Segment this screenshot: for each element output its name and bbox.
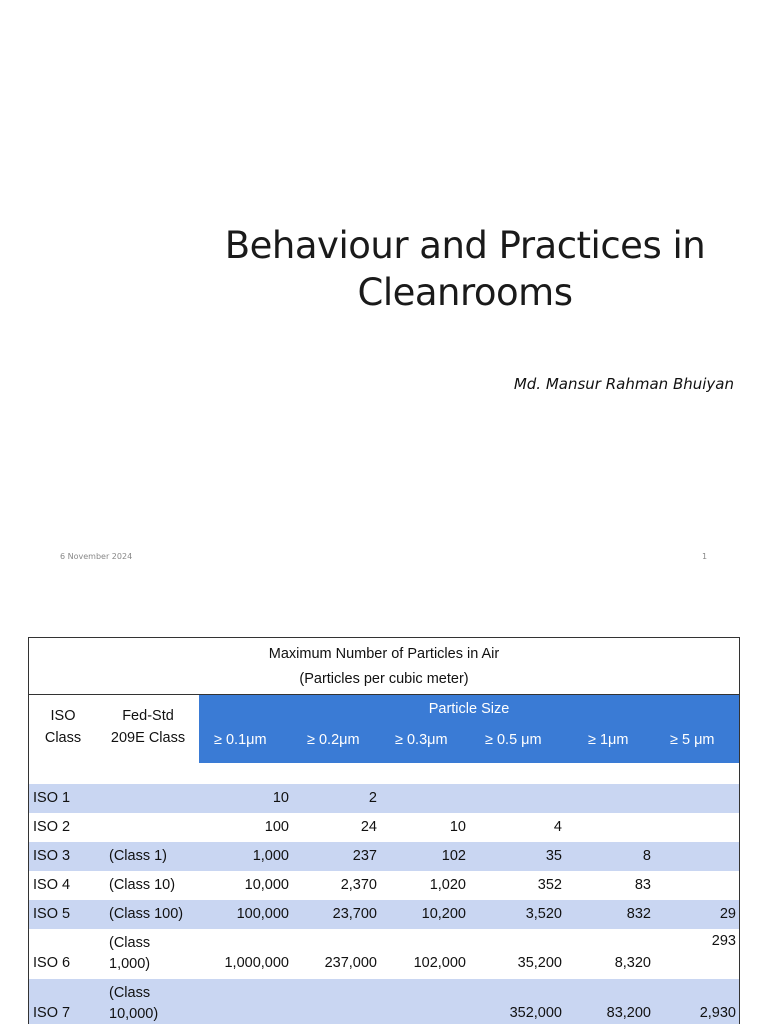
value-cell: 352: [537, 877, 562, 893]
value-cell: 2,930: [699, 1005, 736, 1021]
iso-class-cell: ISO 6: [33, 955, 71, 971]
particle-table: [28, 637, 740, 1024]
value-cell: 83: [634, 877, 651, 893]
value-cell: 35,200: [517, 955, 562, 971]
fed-class-cell: [109, 983, 158, 1024]
value-cell: 10: [449, 819, 466, 835]
table-row: [29, 871, 739, 900]
fed-class-cell: (Class 10): [109, 877, 176, 893]
value-cell: 237,000: [324, 955, 377, 971]
iso-class-cell: ISO 4: [33, 877, 71, 893]
slide-title-line1: Behaviour and Practices in: [224, 224, 706, 267]
value-cell: 10,200: [421, 906, 466, 922]
size-header-0.5: ≥ 0.5 μm: [485, 732, 542, 748]
fed-class-cell: [109, 933, 150, 975]
value-cell: 8: [642, 848, 651, 864]
value-cell: 2: [368, 790, 377, 806]
slide-title: [180, 222, 750, 316]
table-row: [29, 900, 739, 929]
iso-class-cell: ISO 1: [33, 790, 71, 806]
slide-page-number: 1: [702, 552, 708, 561]
fed-class-cell: (Class 100): [109, 906, 184, 922]
iso-header-line2: Class: [44, 730, 82, 746]
value-cell: 83,200: [606, 1005, 651, 1021]
slide-date: 6 November 2024: [60, 552, 133, 561]
value-cell: 24: [360, 819, 377, 835]
size-header-5: ≥ 5 μm: [670, 732, 715, 748]
fed-class-line2: 10,000): [109, 1006, 159, 1022]
iso-class-cell: ISO 7: [33, 1005, 71, 1021]
value-cell: 29: [719, 906, 736, 922]
iso-class-header: [29, 695, 97, 763]
table-row: [29, 979, 739, 1024]
iso-class-cell: ISO 5: [33, 906, 71, 922]
table-body: [29, 784, 739, 1024]
fed-std-header: [97, 695, 199, 763]
particle-size-header: [199, 695, 739, 763]
size-header-0.3: ≥ 0.3μm: [395, 732, 448, 748]
value-cell: 237: [352, 848, 377, 864]
fed-header-line1: Fed-Std: [122, 708, 174, 724]
table-header: [29, 695, 739, 763]
value-cell: 293: [711, 933, 736, 949]
value-cell: 102,000: [413, 955, 466, 971]
size-header-1: ≥ 1μm: [588, 732, 629, 748]
iso-class-cell: ISO 2: [33, 819, 71, 835]
iso-class-cell: ISO 3: [33, 848, 71, 864]
value-cell: 102: [441, 848, 466, 864]
value-cell: 2,370: [340, 877, 377, 893]
value-cell: 1,020: [429, 877, 466, 893]
slide-title-line2: Cleanrooms: [357, 271, 573, 314]
value-cell: 23,700: [332, 906, 377, 922]
value-cell: 4: [553, 819, 562, 835]
fed-class-line1: (Class: [109, 985, 151, 1001]
value-cell: 832: [626, 906, 651, 922]
value-cell: 352,000: [509, 1005, 562, 1021]
value-cell: 1,000,000: [224, 955, 289, 971]
table-caption: [29, 638, 739, 695]
size-header-0.1: ≥ 0.1μm: [214, 732, 267, 748]
table-row: [29, 842, 739, 871]
fed-class-line2: 1,000): [109, 956, 151, 972]
iso-header-line1: ISO: [50, 708, 76, 724]
table-row: [29, 929, 739, 979]
fed-header-line2: 209E Class: [110, 730, 186, 746]
value-cell: 1,000: [252, 848, 289, 864]
value-cell: 10,000: [244, 877, 289, 893]
value-cell: 100: [264, 819, 289, 835]
value-cell: 3,520: [525, 906, 562, 922]
value-cell: 8,320: [614, 955, 651, 971]
particle-size-label: Particle Size: [428, 701, 510, 717]
table-row: [29, 784, 739, 813]
author: Md. Mansur Rahman Bhuiyan: [513, 375, 734, 393]
fed-class-cell: (Class 1): [109, 848, 168, 864]
table-row: [29, 813, 739, 842]
table-spacer: [29, 763, 739, 784]
size-header-0.2: ≥ 0.2μm: [307, 732, 360, 748]
caption-line1: Maximum Number of Particles in Air: [268, 646, 500, 662]
fed-class-line1: (Class: [109, 935, 151, 951]
value-cell: 100,000: [236, 906, 289, 922]
value-cell: 10: [272, 790, 289, 806]
caption-line2: (Particles per cubic meter): [299, 671, 469, 687]
value-cell: 35: [545, 848, 562, 864]
